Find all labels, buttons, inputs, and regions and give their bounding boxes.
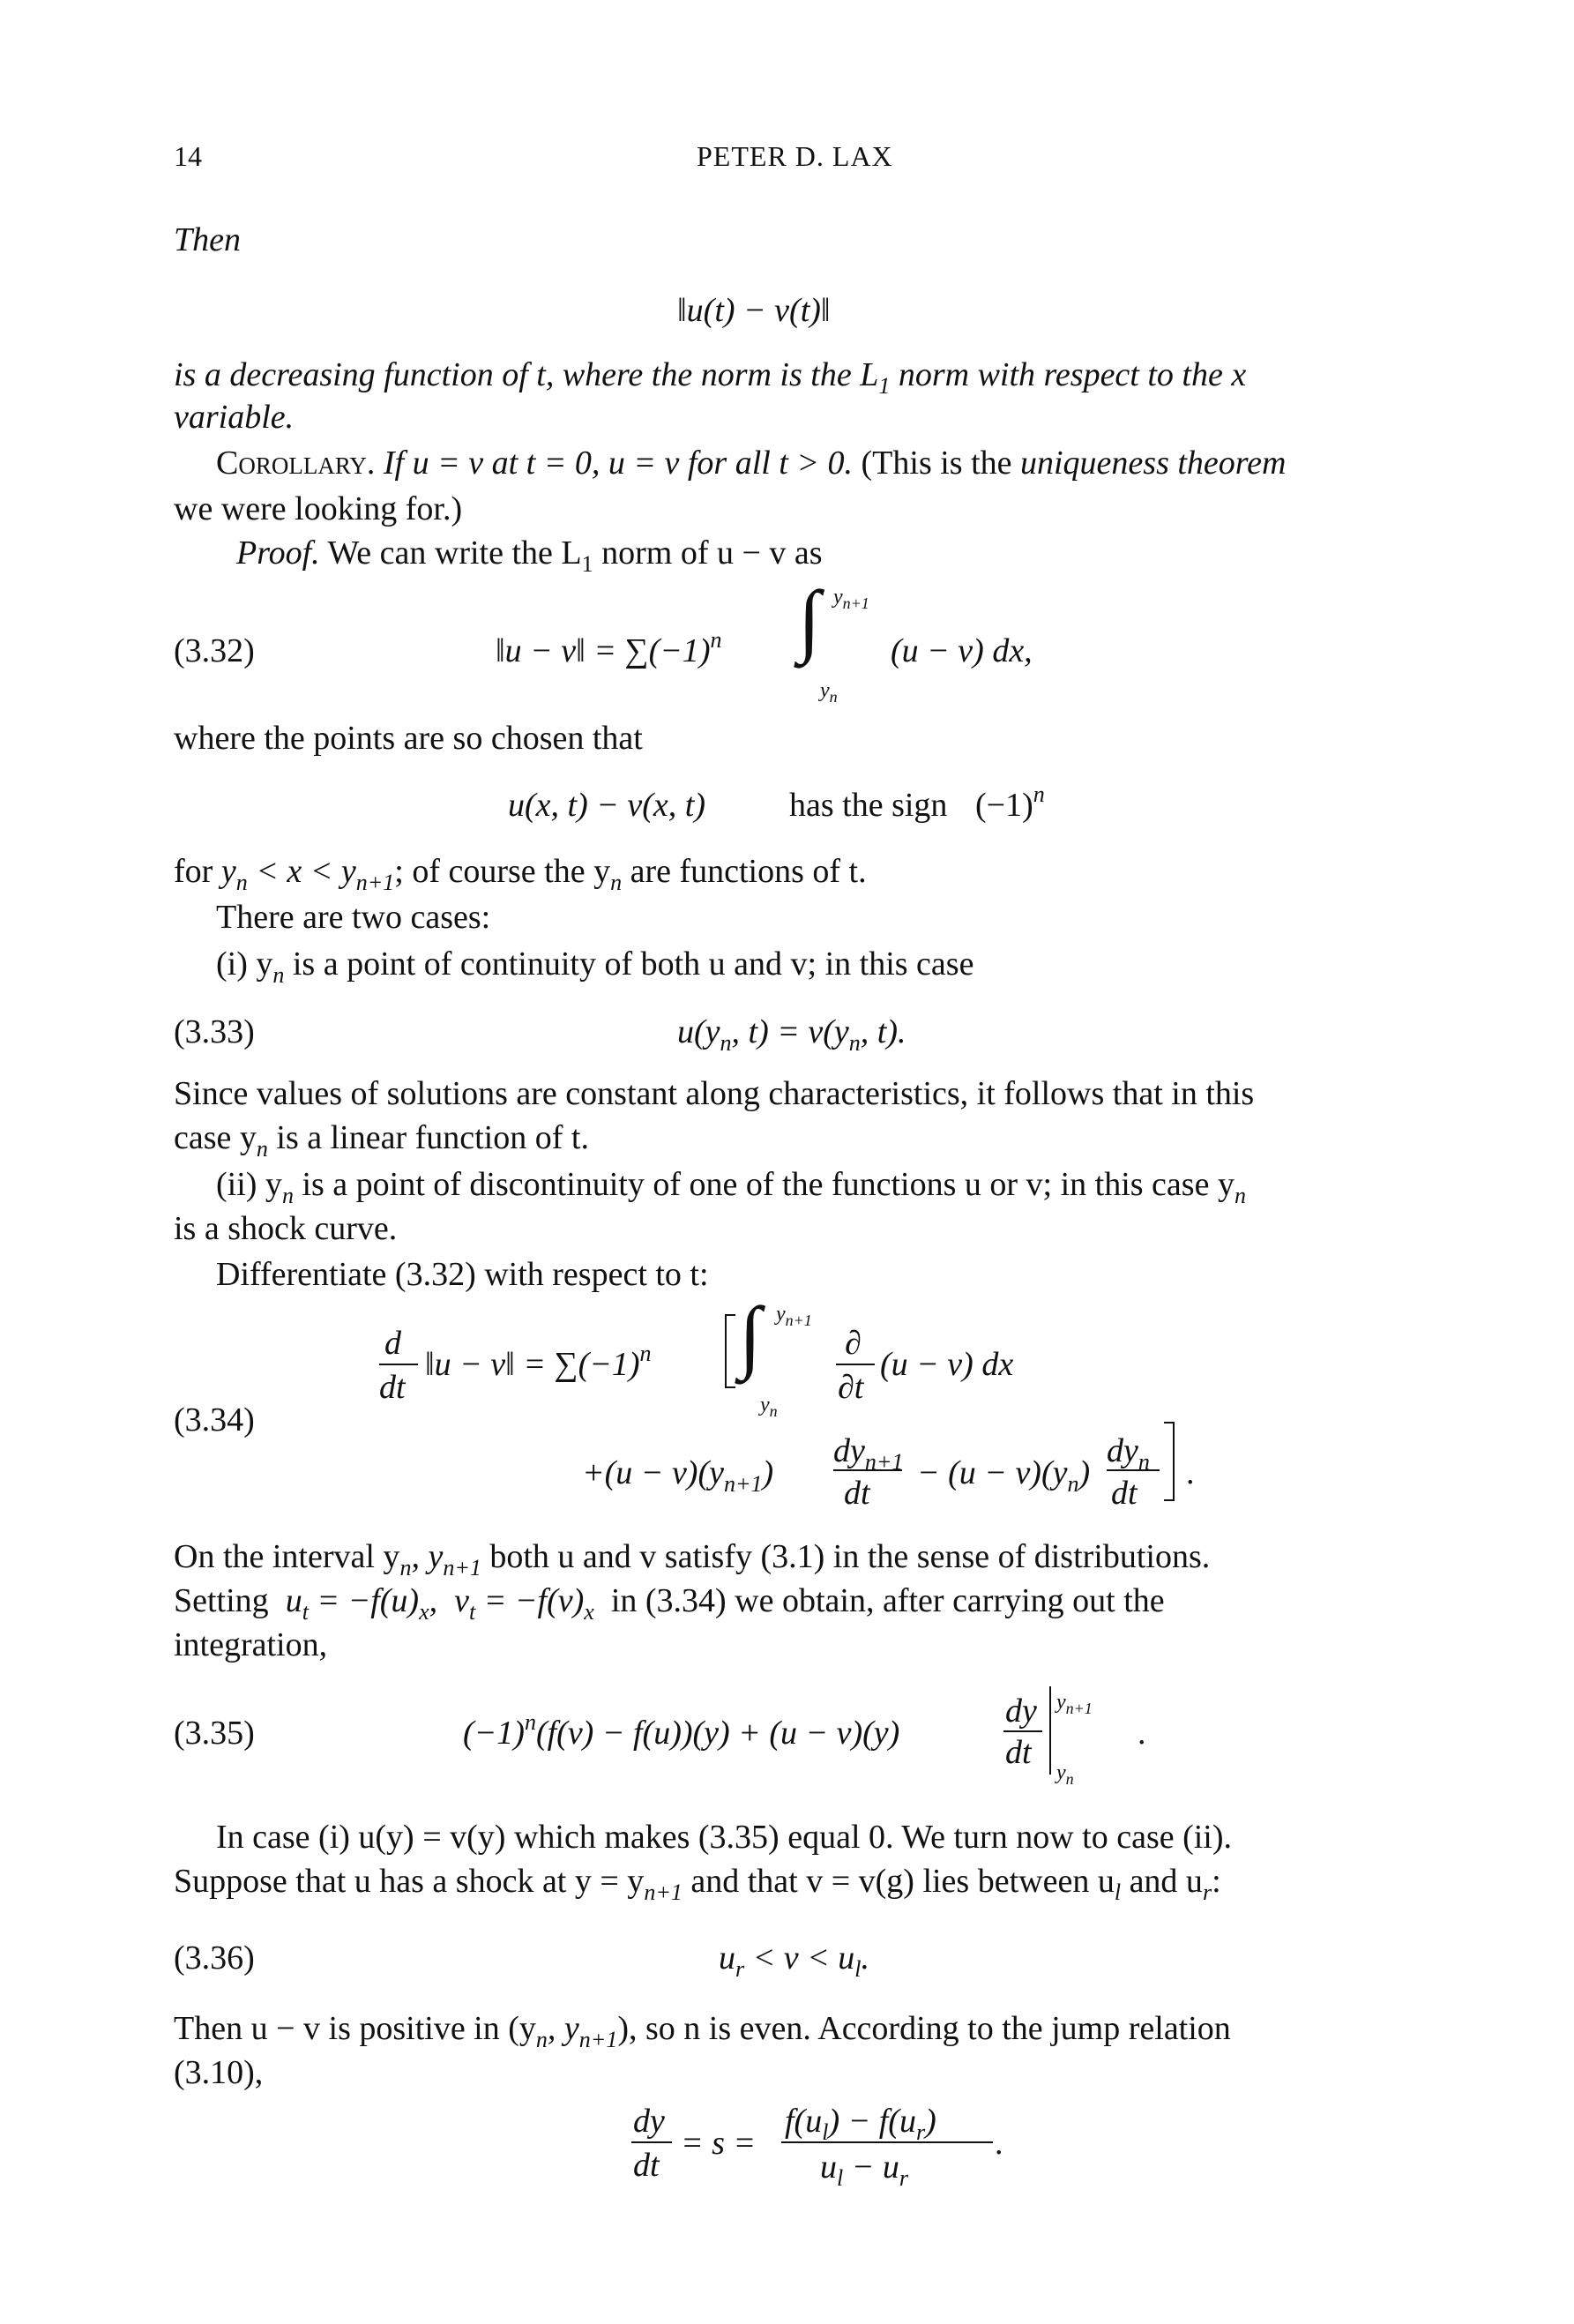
eq-3-34-partial: ∂ [845, 1325, 862, 1362]
eq-3-34-bar2 [833, 1469, 902, 1471]
then-positive-line: Then u − v is positive in ($y_n$, $y_{n+1}$), so n is even. According to the jump relation [174, 2010, 1231, 2052]
integral-sign: ∫ [798, 574, 821, 664]
eq-3-34-d: d [384, 1325, 401, 1362]
eq-3-34-right-bracket [1164, 1422, 1175, 1501]
jump-eq-s: = s = [681, 2125, 757, 2162]
running-title: PETER D. LAX [697, 140, 893, 172]
interval-line: On the interval $y_n$, $y_{n+1}$ both u and v satisfy (3.1) in the sense of distributions. [174, 1538, 1211, 1580]
jump-period: . [995, 2125, 1003, 2162]
proof-line: Proof. We can write the $L_1$ norm of u − v as [236, 534, 823, 577]
eq-3-34-partial-t: ∂t [838, 1369, 864, 1406]
page-number: 14 [174, 140, 202, 172]
equation-3-36: $u_r < v < u_l$. [719, 1939, 870, 1982]
eq-3-34-partial-bar [836, 1364, 875, 1365]
equation-number-3-32: (3.32) [174, 632, 255, 669]
eq-3-34-upper-limit: $y_{n+1}$ [776, 1303, 812, 1329]
eq-3-34-period: . [1186, 1454, 1195, 1491]
equation-3-32-integrand: (u − v) dx, [891, 632, 1033, 669]
eq-3-35-eval-bar [1049, 1686, 1051, 1775]
eq-3-34-dt3: dt [1111, 1475, 1138, 1512]
eq-3-34-integral: ∫ [739, 1290, 762, 1380]
equation-number-3-35: (3.35) [174, 1715, 255, 1752]
eq-3-35-bar [1003, 1730, 1042, 1732]
theorem-statement-line2: variable. [174, 399, 295, 436]
eq-3-34-fraction-bar [379, 1364, 418, 1365]
theorem-statement-line1: is a decreasing function of t, where the norm is the $L_1$ norm with respect to the x [174, 356, 1247, 399]
equation-3-32-lhs: ‖u − v‖ = $\sum(-1)^n$ [496, 627, 722, 669]
jump-dy: dy [633, 2103, 665, 2140]
then-word: Then [174, 221, 241, 258]
norm-expression: ‖u(t) − v(t)‖ [677, 292, 831, 329]
case-ii-line1: (ii) $y_n$ is a point of discontinuity of one of the functions u or v; in this case $y_n$ [216, 1166, 1246, 1208]
since-line1: Since values of solutions are constant along characteristics, it follows that in this [174, 1075, 1255, 1112]
suppose-line: Suppose that u has a shock at $y = y_{n+1}$ and that v = v(g) lies between $u_l$ and $u_r$: [174, 1863, 1221, 1905]
eq-3-34-dyn1: $dy_{n+1}$ [833, 1432, 904, 1475]
integration-line: integration, [174, 1626, 328, 1663]
eq-3-34-dyn: $dy_n$ [1107, 1432, 1150, 1475]
sign-rhs: $(-1)^n$ [975, 781, 1045, 824]
integral-lower-limit: $y_n$ [820, 679, 838, 706]
case-i-line: (i) $y_n$ is a point of continuity of both u and v; in this case [216, 945, 974, 988]
two-cases-line: There are two cases: [216, 899, 491, 936]
jump-bar1 [631, 2141, 672, 2143]
eq-3-35-dt: dt [1005, 1734, 1032, 1771]
setting-line: Setting $u_t = -f(u)_x$, $v_t = -f(v)_x$ in (3.34) we obtain, after carrying out the [174, 1582, 1165, 1625]
case-ii-line2: is a shock curve. [174, 1210, 398, 1247]
sign-lhs: u(x, t) − v(x, t) [508, 787, 705, 824]
eq-3-35-lower: $y_n$ [1056, 1761, 1074, 1788]
since-line2: case $y_n$ is a linear function of t. [174, 1119, 589, 1162]
jump-denominator: $u_l - u_r$ [820, 2148, 909, 2191]
points-chosen-line: where the points are so chosen that [174, 720, 643, 757]
equation-3-35: $(-1)^n(f(v) - f(u))(y) + (u - v)(y)$ [463, 1709, 900, 1752]
eq-3-34-second-line: $+(u - v)(y_{n+1})$ [582, 1454, 774, 1497]
integral-upper-limit: $y_{n+1}$ [833, 586, 869, 612]
for-line: for $y_n < x < y_{n+1}$; of course the $y_n$ are functions of t. [174, 853, 867, 895]
jump-bar2 [781, 2141, 993, 2143]
case-i-result-line: In case (i) u(y) = v(y) which makes (3.35) equal 0. We turn now to case (ii). [216, 1819, 1233, 1856]
eq-3-35-dy: dy [1005, 1693, 1037, 1730]
differentiate-line: Differentiate (3.32) with respect to t: [216, 1256, 709, 1293]
sign-mid: has the sign [789, 787, 948, 824]
eq-3-34-dt: dt [379, 1369, 406, 1406]
eq-3-35-period: . [1138, 1715, 1146, 1752]
jump-dt: dt [633, 2147, 660, 2184]
eq-3-34-lhs: ‖u − v‖ = $\sum(-1)^n$ [425, 1341, 652, 1383]
eq-3-34-dt2: dt [844, 1475, 870, 1512]
eq-3-34-integrand: (u − v) dx [880, 1346, 1014, 1383]
equation-number-3-34: (3.34) [174, 1401, 255, 1438]
equation-number-3-36: (3.36) [174, 1939, 255, 1977]
corollary-line2: we were looking for.) [174, 490, 463, 527]
ref-3-10: (3.10), [174, 2054, 264, 2091]
eq-3-34-lower-limit: $y_n$ [760, 1394, 778, 1420]
eq-3-34-minus: − $(u - v)(y_n)$ [917, 1454, 1091, 1497]
jump-numerator: $f(u_l) - f(u_r)$ [785, 2103, 936, 2145]
equation-3-33: $u(y_n$, $t) = v(y_n$, t). [677, 1013, 906, 1056]
eq-3-34-left-bracket [725, 1314, 735, 1388]
eq-3-35-upper: $y_{n+1}$ [1056, 1691, 1093, 1717]
corollary-line1: Corollary. If u = v at t = 0, u = v for all t > 0. (This is the uniqueness theorem [216, 445, 1287, 482]
eq-3-34-bar3 [1107, 1469, 1160, 1471]
equation-number-3-33: (3.33) [174, 1013, 255, 1050]
